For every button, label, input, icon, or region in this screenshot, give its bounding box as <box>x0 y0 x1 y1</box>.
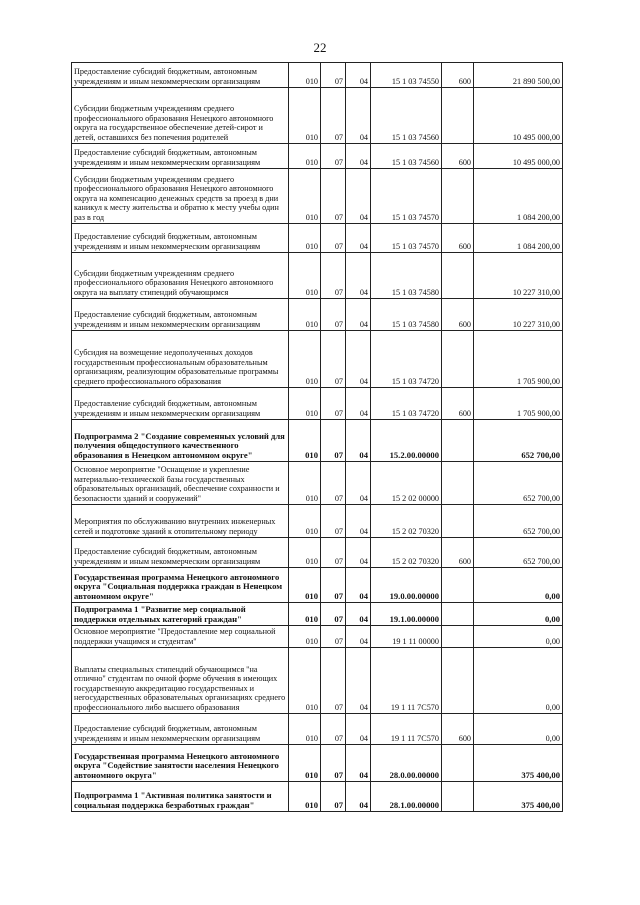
expense-type-code <box>442 505 474 538</box>
subsection-code: 04 <box>346 331 371 388</box>
budget-item-name: Государственная программа Ненецкого автономного округа "Социальная поддержка граждан в Ненецком автономном округе" <box>72 568 289 603</box>
amount: 375 400,00 <box>474 782 563 812</box>
target-article-code: 15 2 02 70320 <box>371 538 442 568</box>
expense-type-code <box>442 648 474 714</box>
table-row <box>72 603 563 626</box>
admin-code: 010 <box>289 538 321 568</box>
subsection-code: 04 <box>346 388 371 420</box>
admin-code: 010 <box>289 253 321 299</box>
admin-code: 010 <box>289 505 321 538</box>
table-row <box>72 648 563 714</box>
amount: 1 084 200,00 <box>474 169 563 224</box>
section-code: 07 <box>321 745 346 782</box>
expense-type-code <box>442 626 474 648</box>
budget-item-name: Субсидии бюджетным учреждениям среднего профессионального образования Ненецкого автономного округа на выплату стипендий обучающимся <box>72 253 289 299</box>
target-article-code: 15 2 02 70320 <box>371 505 442 538</box>
admin-code: 010 <box>289 224 321 253</box>
amount: 21 890 500,00 <box>474 63 563 88</box>
section-code: 07 <box>321 782 346 812</box>
subsection-code: 04 <box>346 626 371 648</box>
target-article-code: 15 1 03 74560 <box>371 144 442 169</box>
amount: 10 227 310,00 <box>474 299 563 331</box>
table-row <box>72 88 563 144</box>
target-article-code: 15 1 03 74720 <box>371 388 442 420</box>
admin-code: 010 <box>289 648 321 714</box>
expense-type-code <box>442 331 474 388</box>
admin-code: 010 <box>289 388 321 420</box>
admin-code: 010 <box>289 462 321 505</box>
budget-item-name: Подпрограмма 1 "Активная политика занятости и социальная поддержка безработных граждан" <box>72 782 289 812</box>
amount: 652 700,00 <box>474 462 563 505</box>
section-code: 07 <box>321 420 346 462</box>
table-row <box>72 462 563 505</box>
budget-item-name: Подпрограмма 2 "Создание современных условий для получения общедоступного качественного образования в Ненецком автономном округе" <box>72 420 289 462</box>
table-row <box>72 299 563 331</box>
section-code: 07 <box>321 144 346 169</box>
budget-item-name: Предоставление субсидий бюджетным, автономным учреждениям и иным некоммерческим организациям <box>72 224 289 253</box>
subsection-code: 04 <box>346 462 371 505</box>
budget-item-name: Предоставление субсидий бюджетным, автономным учреждениям и иным некоммерческим организациям <box>72 299 289 331</box>
section-code: 07 <box>321 714 346 745</box>
table-row <box>72 63 563 88</box>
expense-type-code: 600 <box>442 144 474 169</box>
amount: 10 495 000,00 <box>474 88 563 144</box>
budget-item-name: Предоставление субсидий бюджетным, автономным учреждениям и иным некоммерческим организациям <box>72 144 289 169</box>
admin-code: 010 <box>289 714 321 745</box>
target-article-code: 15 1 03 74570 <box>371 169 442 224</box>
table-row <box>72 331 563 388</box>
budget-item-name: Субсидия на возмещение недополученных доходов государственным профессиональным образовательным организациям, реализующим образовательные программы среднего профессионального образования <box>72 331 289 388</box>
section-code: 07 <box>321 626 346 648</box>
amount: 10 495 000,00 <box>474 144 563 169</box>
target-article-code: 28.0.00.00000 <box>371 745 442 782</box>
admin-code: 010 <box>289 603 321 626</box>
section-code: 07 <box>321 462 346 505</box>
subsection-code: 04 <box>346 505 371 538</box>
table-row <box>72 253 563 299</box>
amount: 652 700,00 <box>474 420 563 462</box>
admin-code: 010 <box>289 63 321 88</box>
amount: 375 400,00 <box>474 745 563 782</box>
amount: 652 700,00 <box>474 538 563 568</box>
expense-type-code <box>442 88 474 144</box>
table-row <box>72 224 563 253</box>
table-body <box>72 63 563 812</box>
table-row <box>72 505 563 538</box>
target-article-code: 28.1.00.00000 <box>371 782 442 812</box>
table-row <box>72 626 563 648</box>
admin-code: 010 <box>289 782 321 812</box>
table-row <box>72 538 563 568</box>
page-number: 22 <box>313 40 327 55</box>
budget-item-name: Предоставление субсидий бюджетным, автономным учреждениям и иным некоммерческим организациям <box>72 388 289 420</box>
section-code: 07 <box>321 568 346 603</box>
expense-type-code <box>442 462 474 505</box>
section-code: 07 <box>321 63 346 88</box>
table-row <box>72 568 563 603</box>
target-article-code: 15 1 03 74570 <box>371 224 442 253</box>
amount: 0,00 <box>474 568 563 603</box>
subsection-code: 04 <box>346 568 371 603</box>
table-row <box>72 169 563 224</box>
subsection-code: 04 <box>346 144 371 169</box>
target-article-code: 15 1 03 74550 <box>371 63 442 88</box>
expense-type-code <box>442 169 474 224</box>
budget-item-name: Предоставление субсидий бюджетным, автономным учреждениям и иным некоммерческим организациям <box>72 63 289 88</box>
amount: 10 227 310,00 <box>474 253 563 299</box>
target-article-code: 19 1 11 7С570 <box>371 648 442 714</box>
expense-type-code: 600 <box>442 538 474 568</box>
amount: 1 084 200,00 <box>474 224 563 253</box>
expense-type-code: 600 <box>442 714 474 745</box>
target-article-code: 19 1 11 7С570 <box>371 714 442 745</box>
admin-code: 010 <box>289 420 321 462</box>
amount: 652 700,00 <box>474 505 563 538</box>
expense-type-code: 600 <box>442 224 474 253</box>
expense-type-code: 600 <box>442 299 474 331</box>
section-code: 07 <box>321 648 346 714</box>
budget-table <box>71 62 563 812</box>
expense-type-code <box>442 420 474 462</box>
subsection-code: 04 <box>346 603 371 626</box>
subsection-code: 04 <box>346 648 371 714</box>
subsection-code: 04 <box>346 714 371 745</box>
section-code: 07 <box>321 299 346 331</box>
table-row <box>72 714 563 745</box>
admin-code: 010 <box>289 331 321 388</box>
amount: 1 705 900,00 <box>474 331 563 388</box>
budget-item-name: Выплаты специальных стипендий обучающимся "на отлично" студентам по очной форме обучения в имеющих государственную аккредитацию государственных и негосударственных образовательных организациях среднего профессионального либо высшего образования <box>72 648 289 714</box>
expense-type-code <box>442 782 474 812</box>
subsection-code: 04 <box>346 63 371 88</box>
admin-code: 010 <box>289 745 321 782</box>
subsection-code: 04 <box>346 88 371 144</box>
subsection-code: 04 <box>346 782 371 812</box>
admin-code: 010 <box>289 169 321 224</box>
table-row <box>72 388 563 420</box>
subsection-code: 04 <box>346 169 371 224</box>
section-code: 07 <box>321 169 346 224</box>
budget-item-name: Подпрограмма 1 "Развитие мер социальной поддержки отдельных категорий граждан" <box>72 603 289 626</box>
admin-code: 010 <box>289 299 321 331</box>
budget-item-name: Мероприятия по обслуживанию внутренних инженерных сетей и подготовке зданий к отопительному периоду <box>72 505 289 538</box>
budget-item-name: Государственная программа Ненецкого автономного округа "Содействие занятости населения Ненецкого автономного округа" <box>72 745 289 782</box>
expense-type-code <box>442 568 474 603</box>
target-article-code: 15 2 02 00000 <box>371 462 442 505</box>
section-code: 07 <box>321 538 346 568</box>
expense-type-code <box>442 253 474 299</box>
section-code: 07 <box>321 505 346 538</box>
table-row <box>72 144 563 169</box>
target-article-code: 15.2.00.00000 <box>371 420 442 462</box>
budget-item-name: Предоставление субсидий бюджетным, автономным учреждениям и иным некоммерческим организациям <box>72 538 289 568</box>
target-article-code: 19.0.00.00000 <box>371 568 442 603</box>
amount: 0,00 <box>474 714 563 745</box>
target-article-code: 19 1 11 00000 <box>371 626 442 648</box>
expense-type-code: 600 <box>442 388 474 420</box>
section-code: 07 <box>321 253 346 299</box>
admin-code: 010 <box>289 568 321 603</box>
table-row <box>72 782 563 812</box>
admin-code: 010 <box>289 626 321 648</box>
budget-item-name: Субсидии бюджетным учреждениям среднего профессионального образования Ненецкого автономного округа на компенсацию денежных средств за проезд в дни каникул к месту жительства и обратно к месту учебы один раз в год <box>72 169 289 224</box>
subsection-code: 04 <box>346 299 371 331</box>
section-code: 07 <box>321 603 346 626</box>
target-article-code: 15 1 03 74560 <box>371 88 442 144</box>
expense-type-code <box>442 603 474 626</box>
admin-code: 010 <box>289 88 321 144</box>
subsection-code: 04 <box>346 538 371 568</box>
subsection-code: 04 <box>346 745 371 782</box>
budget-item-name: Субсидии бюджетным учреждениям среднего профессионального образования Ненецкого автономного округа на государственное обеспечение детей-сирот и детей, оставшихся без попечения родителей <box>72 88 289 144</box>
section-code: 07 <box>321 224 346 253</box>
subsection-code: 04 <box>346 253 371 299</box>
target-article-code: 15 1 03 74580 <box>371 299 442 331</box>
target-article-code: 15 1 03 74580 <box>371 253 442 299</box>
expense-type-code <box>442 745 474 782</box>
amount: 0,00 <box>474 626 563 648</box>
amount: 0,00 <box>474 603 563 626</box>
target-article-code: 15 1 03 74720 <box>371 331 442 388</box>
section-code: 07 <box>321 388 346 420</box>
budget-item-name: Основное мероприятие "Оснащение и укрепление материально-технической базы государственных образовательных организаций, обеспечение сохранности и безопасности зданий и сооружений" <box>72 462 289 505</box>
section-code: 07 <box>321 88 346 144</box>
subsection-code: 04 <box>346 224 371 253</box>
subsection-code: 04 <box>346 420 371 462</box>
section-code: 07 <box>321 331 346 388</box>
budget-item-name: Основное мероприятие "Предоставление мер социальной поддержки учащимся и студентам" <box>72 626 289 648</box>
table-row <box>72 745 563 782</box>
table-row <box>72 420 563 462</box>
target-article-code: 19.1.00.00000 <box>371 603 442 626</box>
budget-item-name: Предоставление субсидий бюджетным, автономным учреждениям и иным некоммерческим организациям <box>72 714 289 745</box>
amount: 0,00 <box>474 648 563 714</box>
expense-type-code: 600 <box>442 63 474 88</box>
admin-code: 010 <box>289 144 321 169</box>
amount: 1 705 900,00 <box>474 388 563 420</box>
